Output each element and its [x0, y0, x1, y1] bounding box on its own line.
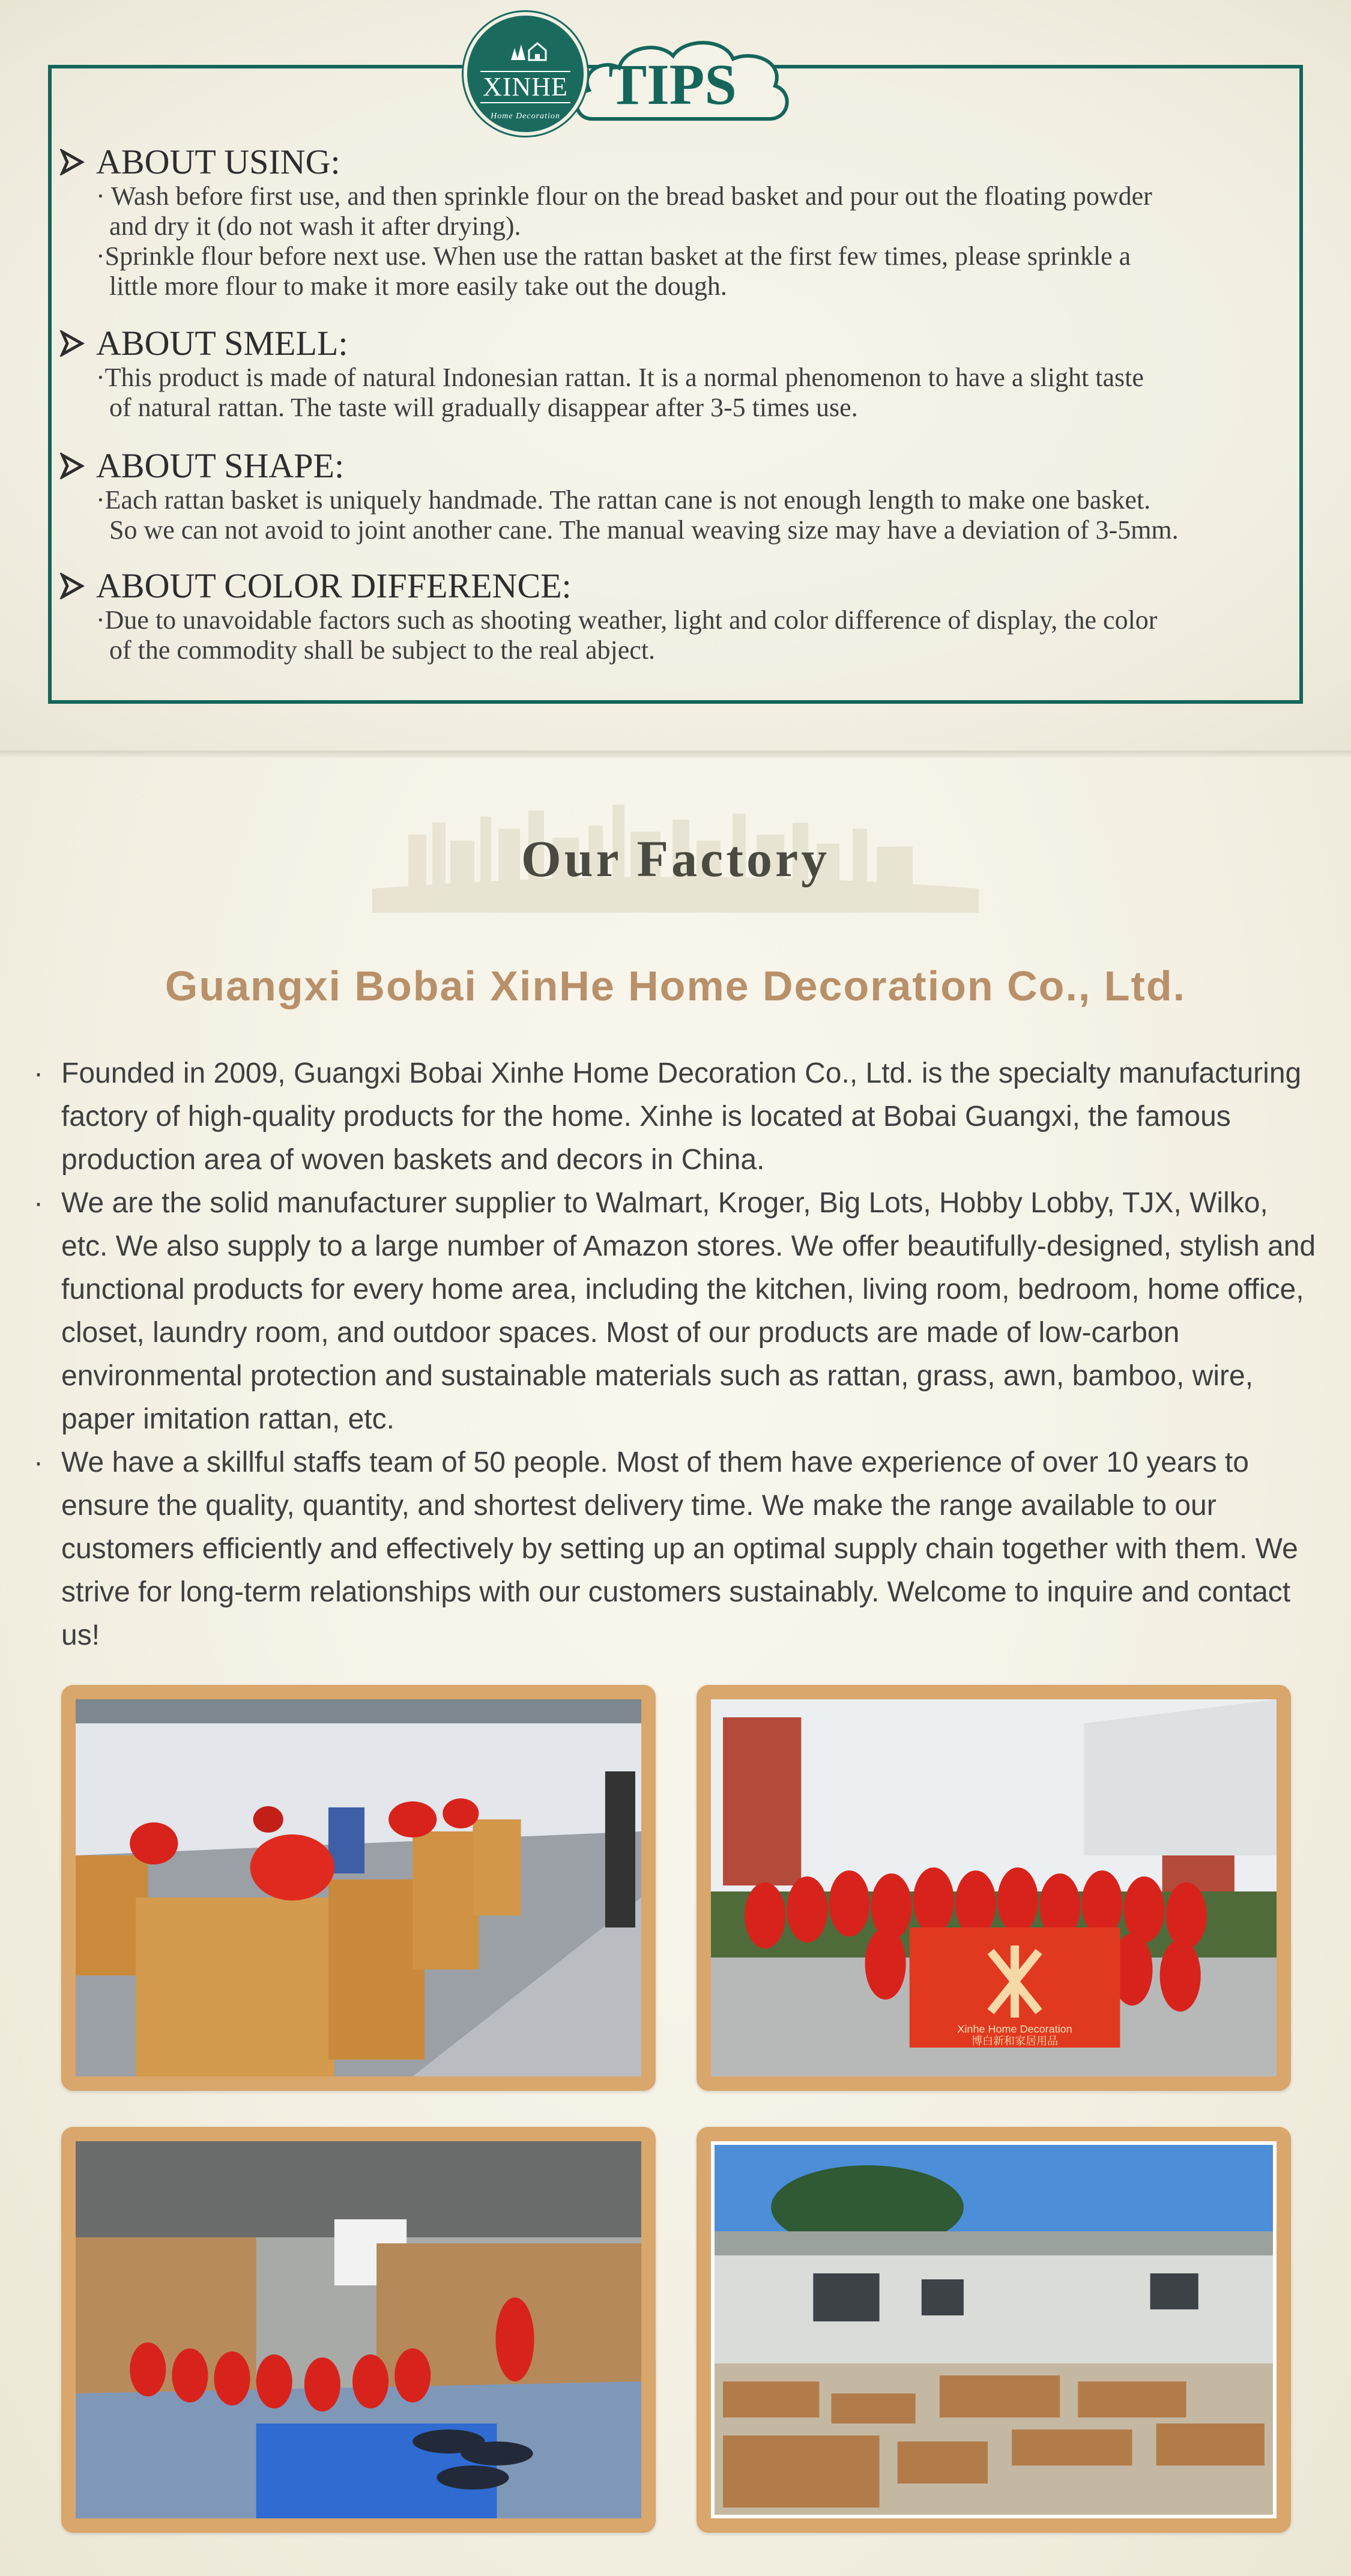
tip-line-text: ·This product is made of natural Indonesian rattan. It is a normal phenomenon to have a slight taste [96, 363, 1144, 392]
logo-name: XINHE [480, 71, 570, 103]
arrow-right-icon [59, 453, 85, 479]
tip-heading [59, 447, 1284, 485]
tip-line-continuation: little more flour to make it more easily take out the dough. [109, 271, 727, 301]
bullet-dot: · [34, 1447, 43, 1478]
tip-line [59, 241, 1284, 301]
tip-line-text: ·Sprinkle flour before next use. When use the rattan basket at the first few times, please sprinkle a [96, 241, 1131, 271]
tip-about-smell [59, 324, 1284, 423]
paragraph-text: We have a skillful staffs team of 50 people. Most of them have experience of over 10 years to ensure the quality, quantity, and shortest delivery time. We make the range available to our customers efficiently and effectively by setting up an optimal supply chain together with them. We strive for long-term relationships with our customers sustainably. Welcome to inquire and contact us! [61, 1447, 1298, 1651]
banner-text: Xinhe Home Decoration [957, 2023, 1072, 2035]
paragraph-text: We are the solid manufacturer supplier to Walmart, Kroger, Big Lots, Hobby Lobby, TJX, Wilko, etc. We also supply to a large number of Amazon stores. We offer beautifully-designed, stylish and functional products for every home area, including the kitchen, living room, bedroom, home office, closet, laundry room, and outdoor spaces. Most of our products are made of low-carbon environmental protection and sustainable materials such as rattan, grass, awn, bamboo, wire, paper imitation rattan, etc. [61, 1187, 1316, 1435]
tip-line [59, 181, 1284, 241]
tip-heading-text: ABOUT SMELL: [96, 324, 348, 363]
team-image [711, 1699, 1277, 2076]
assembly-image [76, 2141, 641, 2518]
photo-team [697, 1685, 1291, 2091]
photo-outdoor-baskets [697, 2127, 1291, 2533]
tip-line-continuation: of natural rattan. The taste will gradually disappear after 3-5 times use. [109, 393, 858, 422]
tip-line-text: ·Due to unavoidable factors such as shooting weather, light and color difference of display, the color [96, 605, 1158, 635]
bullet-dot: · [34, 1187, 43, 1219]
company-name: Guangxi Bobai XinHe Home Decoration Co., Ltd. [165, 963, 1186, 1009]
tip-line-continuation: So we can not avoid to joint another cane. The manual weaving size may have a deviation of 3-5mm. [109, 515, 1179, 545]
factory-title: Our Factory [521, 830, 830, 887]
tip-line-text: · Wash before first use, and then sprinkle flour on the bread basket and pour out the floating powder [96, 181, 1152, 211]
photo-workshop [61, 1685, 656, 2091]
tip-heading [59, 567, 1284, 605]
tip-heading-text: ABOUT USING: [96, 142, 340, 181]
tip-about-shape [59, 447, 1284, 545]
tip-about-using [59, 143, 1284, 301]
xinhe-logo [464, 12, 587, 136]
arrow-right-icon [59, 573, 85, 599]
tip-line [59, 605, 1284, 665]
tip-heading-text: ABOUT COLOR DIFFERENCE: [96, 566, 572, 605]
logo-subtitle: Home Decoration [491, 112, 560, 121]
tip-heading-text: ABOUT SHAPE: [96, 446, 345, 485]
banner-text-cn: 博白新和家居用品 [971, 2035, 1059, 2048]
tip-about-color-difference [59, 567, 1284, 665]
outdoor-baskets-image [711, 2141, 1277, 2518]
workshop-image [76, 1699, 641, 2076]
tip-line [59, 363, 1284, 423]
tip-line-text: ·Each rattan basket is uniquely handmade. The rattan cane is not enough length to make one basket. [96, 485, 1151, 515]
tips-title: TIPS [608, 52, 737, 116]
factory-paragraph [34, 1052, 1319, 1182]
tip-line [59, 485, 1284, 545]
tip-line-continuation: and dry it (do not wash it after drying). [109, 211, 521, 241]
arrow-right-icon [59, 330, 85, 357]
tip-heading [59, 143, 1284, 181]
factory-paragraph [34, 1182, 1319, 1441]
factory-description [34, 1052, 1319, 1657]
tip-line-continuation: of the commodity shall be subject to the real abject. [109, 635, 656, 665]
photo-assembly [61, 2127, 656, 2533]
arrow-right-icon [59, 149, 85, 175]
house-trees-icon [505, 38, 553, 62]
factory-paragraph [34, 1441, 1319, 1657]
paragraph-text: Founded in 2009, Guangxi Bobai Xinhe Home Decoration Co., Ltd. is the specialty manufacturing factory of high-quality products for the home. Xinhe is located at Bobai Guangxi, the famous production area of woven baskets and decors in China. [61, 1057, 1302, 1176]
tip-heading [59, 324, 1284, 363]
bullet-dot: · [34, 1057, 43, 1089]
